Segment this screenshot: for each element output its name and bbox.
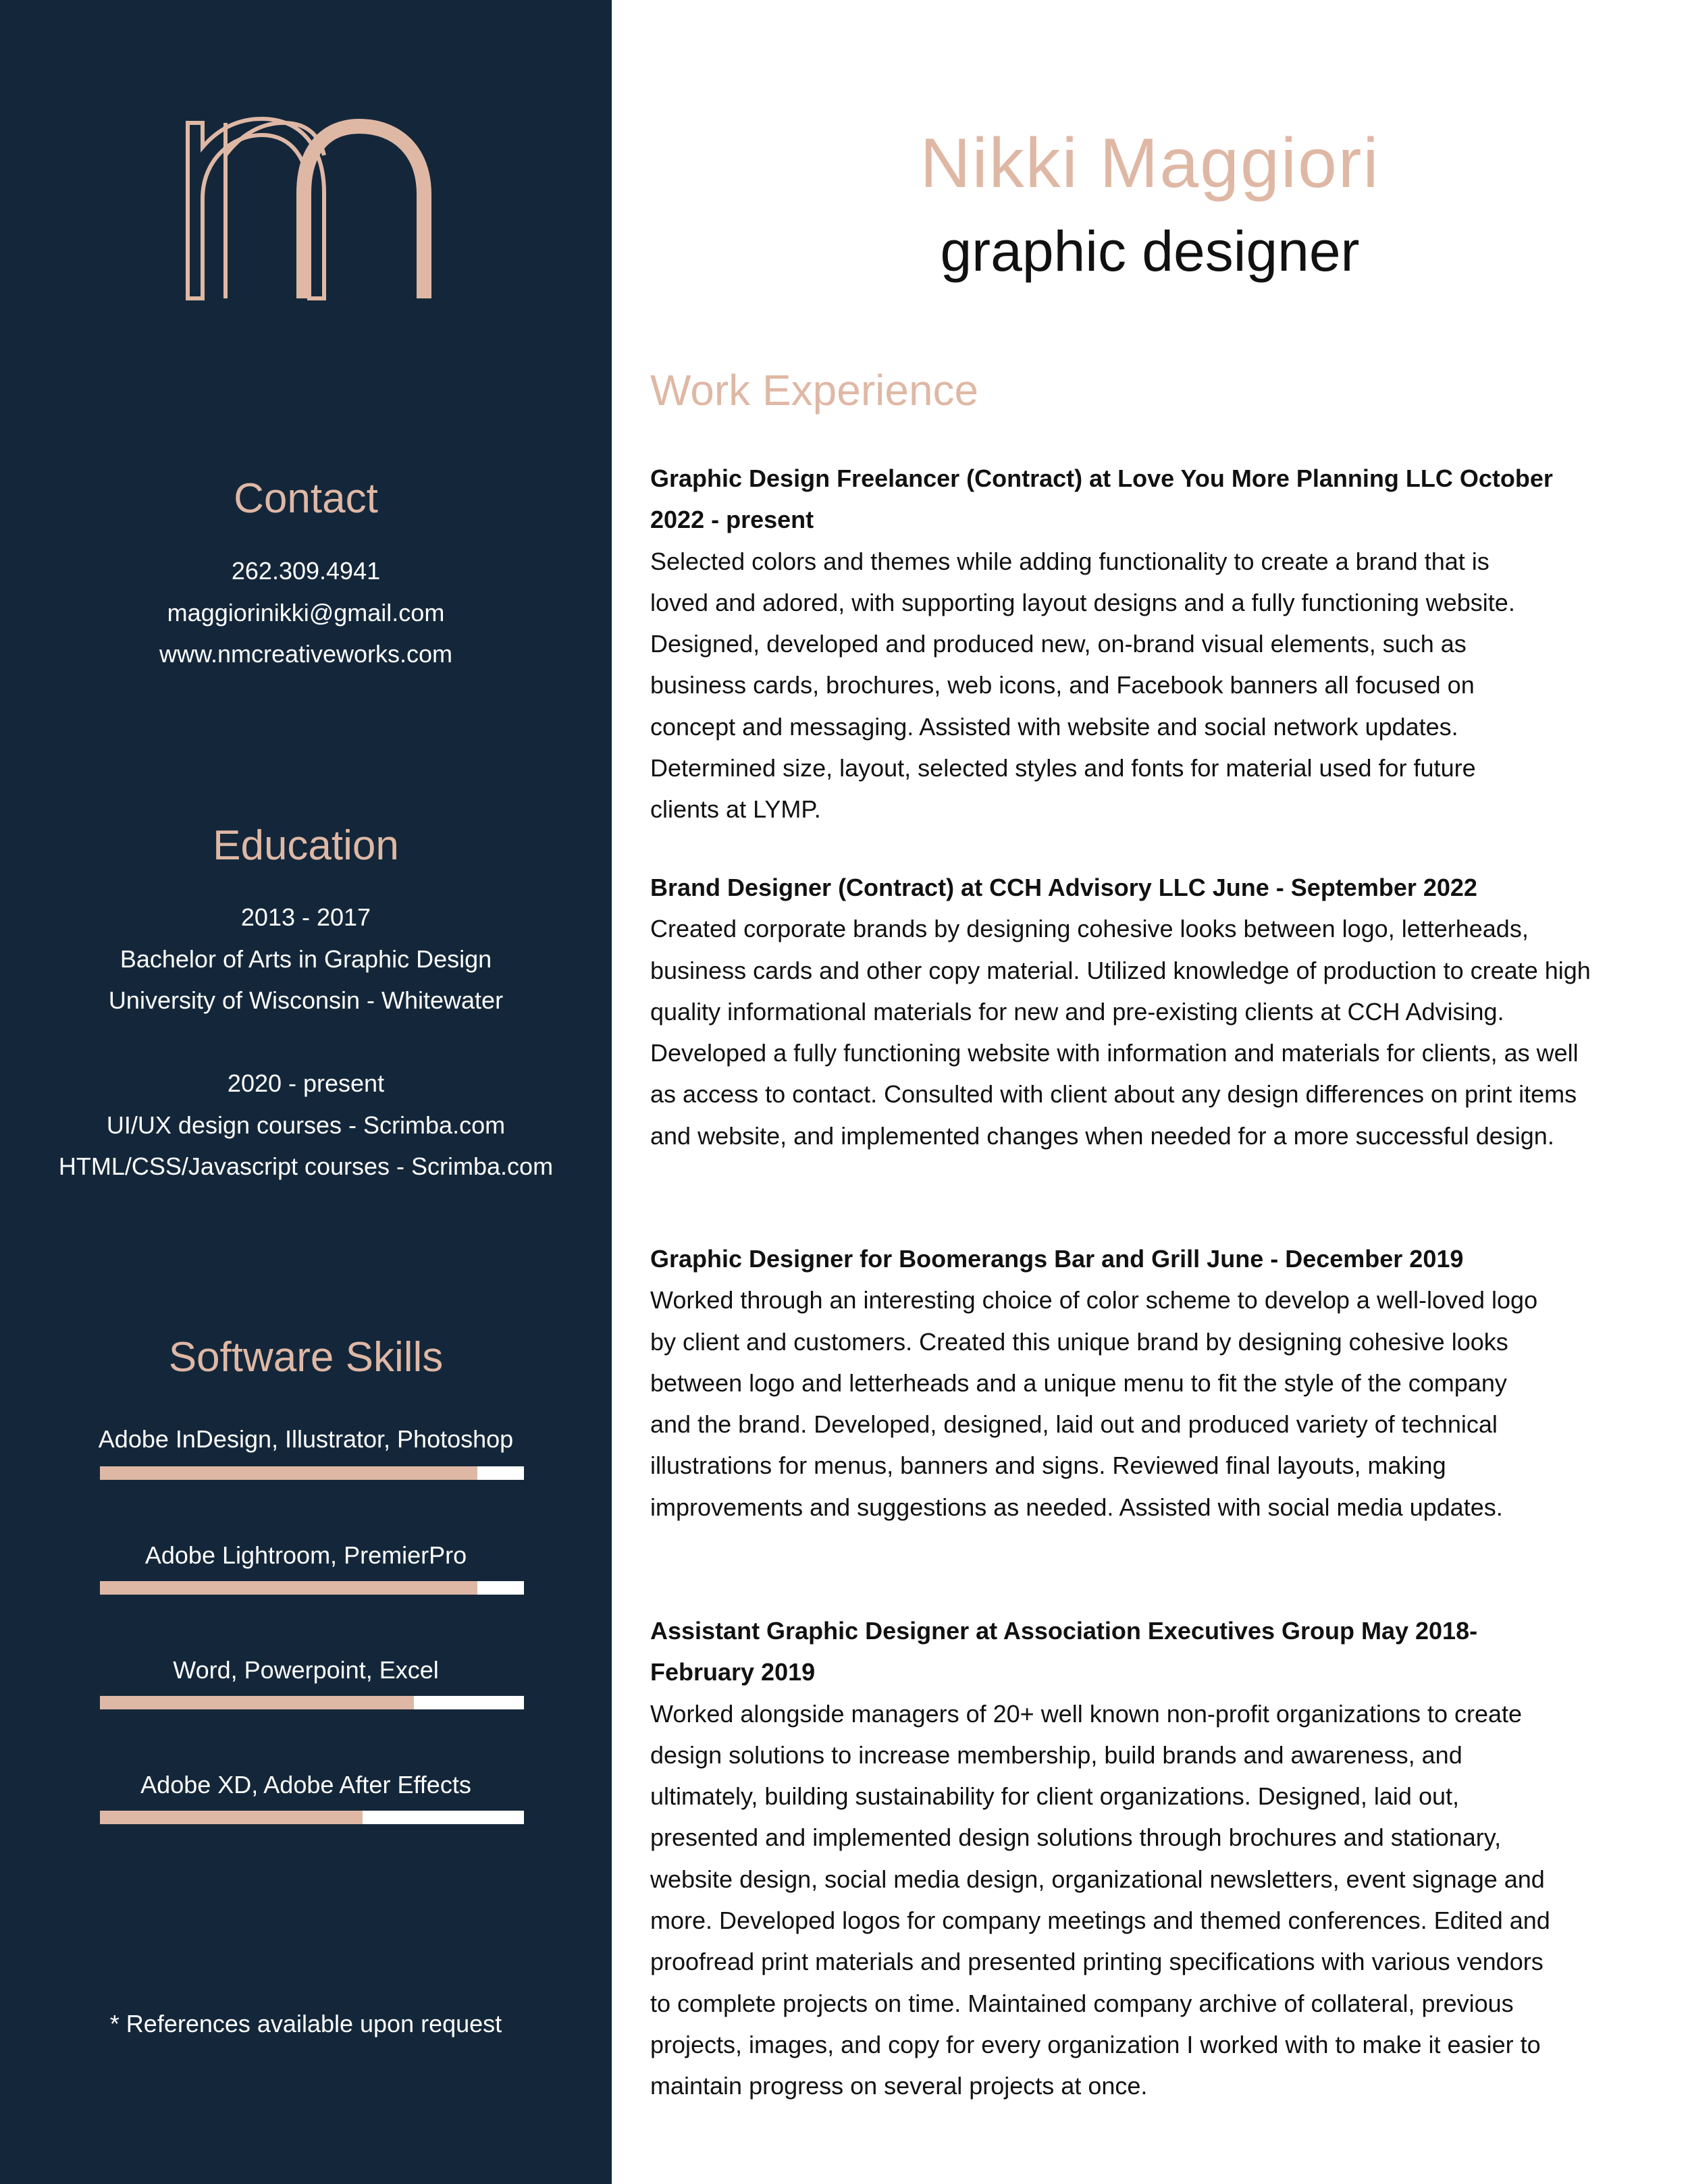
skill-bar-fill xyxy=(100,1466,477,1480)
skill-bar xyxy=(100,1696,524,1709)
skill-bar xyxy=(100,1581,524,1595)
skill-item xyxy=(0,1773,612,1797)
education-list xyxy=(0,897,612,1188)
job-entry xyxy=(650,1610,1595,2107)
job-title: Assistant Graphic Designer at Association Executives Group May 2018- February 2019 xyxy=(650,1617,1478,1686)
education-years: 2020 - present xyxy=(227,1069,385,1097)
references-note: * References available upon request xyxy=(109,2010,502,2037)
skills-heading: Software Skills xyxy=(168,1334,444,1381)
job-title: Graphic Designer for Boomerangs Bar and Grill June - December 2019 xyxy=(650,1245,1464,1273)
job-description: Worked through an interesting choice of color scheme to develop a well-loved logo by client and customers. Created this unique brand by designing cohesive looks between logo and letterheads and a unique menu to fit the style of the company and the brand. Developed, designed, laid out and produced variety of technical illustrations for menus, banners and signs. Reviewed final layouts, making improvements and suggestions as needed. Assisted with social media updates. xyxy=(650,1286,1538,1521)
work-experience-heading: Work Experience xyxy=(650,366,979,415)
education-years: 2013 - 2017 xyxy=(240,903,371,931)
job-entry xyxy=(650,867,1595,1156)
skill-bar-fill xyxy=(100,1581,477,1595)
job-entry xyxy=(650,1238,1595,1528)
education-degree: Bachelor of Arts in Graphic Design xyxy=(120,944,492,973)
candidate-title: graphic designer xyxy=(940,219,1360,283)
sidebar xyxy=(0,0,612,2184)
education-school: University of Wisconsin - Whitewater xyxy=(108,986,504,1014)
job-entry xyxy=(650,458,1595,830)
candidate-name: Nikki Maggiori xyxy=(920,124,1380,203)
education-course: UI/UX design courses - Scrimba.com xyxy=(106,1111,506,1139)
skill-item xyxy=(0,1427,612,1451)
contact-heading: Contact xyxy=(234,475,378,522)
skill-bar-fill xyxy=(100,1811,363,1824)
job-description: Created corporate brands by designing cohesive looks between logo, letterheads, business cards and other copy material. Utilized knowledge of production to create high quality informational materials for new and pre-existing clients at CCH Advising. Developed a fully functioning website with information and materials for clients, as well as access to contact. Consulted with client about any design differences on print items and website, and implemented changes when needed for a more successful design. xyxy=(650,915,1591,1150)
skill-label: Adobe InDesign, Illustrator, Photoshop xyxy=(98,1425,514,1453)
contact-phone[interactable]: 262.309.4941 xyxy=(231,557,381,585)
contact-list xyxy=(0,550,612,675)
job-title: Graphic Design Freelancer (Contract) at Love You More Planning LLC October 2022 - present xyxy=(650,464,1553,534)
education-course: HTML/CSS/Javascript courses - Scrimba.com xyxy=(58,1152,554,1180)
skill-label: Word, Powerpoint, Excel xyxy=(173,1656,439,1684)
job-description: Worked alongside managers of 20+ well known non-profit organizations to create design solutions to increase membership, build brands and awareness, and ultimately, building sustainability for client organizations. Designed, laid out, presented and implemented design solutions through brochures and stationary, website design, social media design, organizational newsletters, event signage and more. Developed logos for company meetings and themed conferences. Edited and proofread print materials and presented printing specifications with various vendors to complete projects on time. Maintained company archive of collateral, previous projects, images, and copy for every organization I worked with to make it easier to maintain progress on several projects at once. xyxy=(650,1699,1550,2100)
education-heading: Education xyxy=(213,822,399,869)
skill-label: Adobe Lightroom, PremierPro xyxy=(144,1541,467,1569)
skill-bar-fill xyxy=(100,1696,414,1709)
skill-item xyxy=(0,1658,612,1682)
contact-email[interactable]: maggiorinikki@gmail.com xyxy=(167,598,445,627)
skill-label: Adobe XD, Adobe After Effects xyxy=(140,1771,471,1799)
education-spacer xyxy=(0,1021,612,1063)
skill-item xyxy=(0,1543,612,1568)
skill-bar xyxy=(100,1811,524,1824)
contact-website[interactable]: www.nmcreativeworks.com xyxy=(159,640,453,668)
monogram-m-icon xyxy=(182,108,439,304)
skill-bar xyxy=(100,1466,524,1480)
job-description: Selected colors and themes while adding functionality to create a brand that is loved and adored, with supporting layout designs and a fully functioning website. Designed, developed and produced new, on-brand visual elements, such as business cards, brochures, web icons, and Facebook banners all focused on concept and messaging. Assisted with website and social network updates. Determined size, layout, selected styles and fonts for material used for future clients at LYMP. xyxy=(650,547,1515,824)
job-title: Brand Designer (Contract) at CCH Advisory LLC June - September 2022 xyxy=(650,874,1477,901)
